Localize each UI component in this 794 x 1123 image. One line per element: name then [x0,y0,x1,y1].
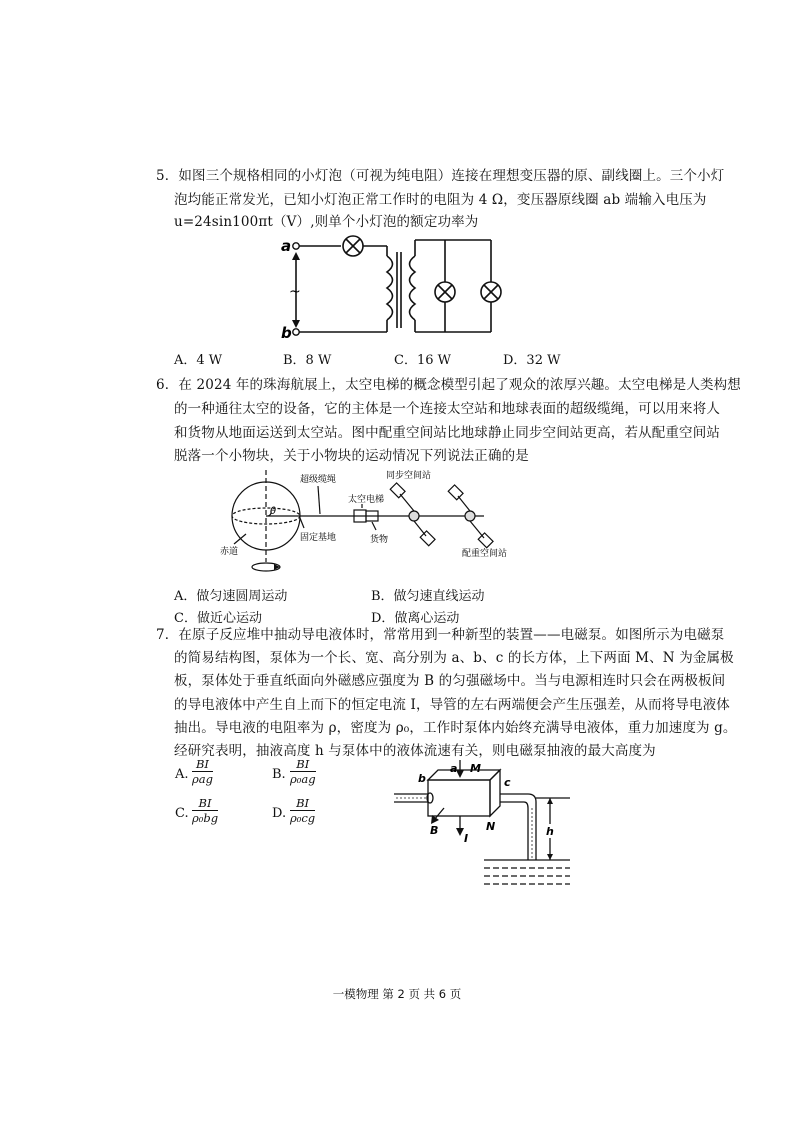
q7-electromagnetic-pump-figure [392,758,572,890]
q7-option-d-num: BI [290,796,315,811]
ac-source-symbol: ~ [289,284,301,300]
q7-option-b-label: B. [272,767,286,782]
label-counterweight: 配重空间站 [462,549,508,559]
fig-label-c: c [504,776,511,789]
label-sync-station: 同步空间站 [386,471,432,481]
q7-line-2: 的简易结构图，泵体为一个长、宽、高分别为 a、b、c 的长方体，上下两面 M、N 为金属极 [174,650,734,666]
q7-option-b-num: BI [290,757,316,772]
q6-option-b: B．做匀速直线运动 [371,589,485,604]
label-cable: 超级缆绳 [300,475,337,485]
q7-option-d-den: ρ₀cg [290,811,316,825]
q7-option-a-num: BI [192,757,213,772]
q7-option-a-fraction [192,757,213,786]
label-cargo: 货物 [370,535,389,545]
q6-option-d: D．做离心运动 [371,611,460,626]
q6-line-2: 的一种通往太空的设备，它的主体是一个连接太空站和地球表面的超级缆绳，可以用来将人 [174,401,720,417]
q7-option-c-num: BI [192,796,218,811]
q6-line-3: 和货物从地面运送到太空站。图中配重空间站比地球静止同步空间站更高，若从配重空间站 [174,425,720,441]
q7-line-4: 的导电液体中产生自上而下的恒定电流 I，导管的左右两端便会产生压强差，从而将导电液体 [174,697,730,713]
fig-label-N: N [486,820,496,833]
q5-line-2: 泡均能正常发光，已知小灯泡正常工作时的电阻为 4 Ω，变压器原线圈 ab 端输入电压为 [174,192,707,208]
q7-option-b-den: ρ₀ag [290,772,316,786]
terminal-a-label: a [281,237,292,255]
q7-option-a-den: ρag [192,772,213,786]
q5-transformer-circuit-figure [275,232,505,344]
q7-option-a-label: A. [175,767,189,782]
fig-label-a: a [450,762,458,775]
label-base: 固定基地 [300,533,337,543]
fig-label-I: I [464,832,469,845]
fig-label-B: B [430,824,439,837]
q7-line-6: 经研究表明，抽液高度 h 与泵体中的液体流速有关，则电磁泵抽液的最大高度为 [174,743,656,759]
q6-line-4: 脱落一个小物块，关于小物块的运动情况下列说法正确的是 [174,448,529,464]
q5-option-b: B．8 W [283,353,332,368]
svg-text:θ: θ [270,506,277,517]
terminal-b-label: b [281,324,292,342]
q7-option-c-label: C. [175,806,189,821]
page-footer: 一模物理 第 2 页 共 6 页 [332,987,462,1001]
label-elevator: 太空电梯 [348,495,385,505]
q6-line-1: 6．在 2024 年的珠海航展上，太空电梯的概念模型引起了观众的浓厚兴趣。太空电梯是人类构想 [156,377,741,393]
q7-line-3: 板，泵体处于垂直纸面向外磁感应强度为 B 的匀强磁场中。当与电源相连时只会在两极板间 [174,673,726,689]
q6-option-c: C．做近心运动 [174,611,262,626]
q7-option-c-fraction [192,796,218,825]
fig-label-b: b [418,772,426,785]
q7-option-d-fraction [290,796,315,825]
fig-label-h: h [546,825,554,838]
q7-line-1: 7．在原子反应堆中抽动导电液体时，常常用到一种新型的装置——电磁泵。如图所示为电磁泵 [156,627,725,643]
label-equator: 赤道 [220,547,239,557]
fig-label-M: M [470,762,481,775]
q6-option-a: A．做匀速圆周运动 [174,589,288,604]
q5-option-d: D．32 W [503,353,561,368]
q5-option-a: A．4 W [174,353,223,368]
q7-option-b-fraction [290,757,316,786]
q7-line-5: 抽出。导电液的电阻率为 ρ，密度为 ρ₀，工作时泵体内始终充满导电液体，重力加速度为 g。 [174,720,737,736]
q5-line-3: u=24sin100πt（V）,则单个小灯泡的额定功率为 [174,214,479,230]
q6-space-elevator-figure [208,464,558,580]
q7-option-c-den: ρ₀bg [192,811,219,825]
q5-option-c: C．16 W [394,353,451,368]
q5-line-1: 5．如图三个规格相同的小灯泡（可视为纯电阻）连接在理想变压器的原、副线圈上。三个小灯 [156,168,725,184]
q7-option-d-label: D. [272,806,287,821]
